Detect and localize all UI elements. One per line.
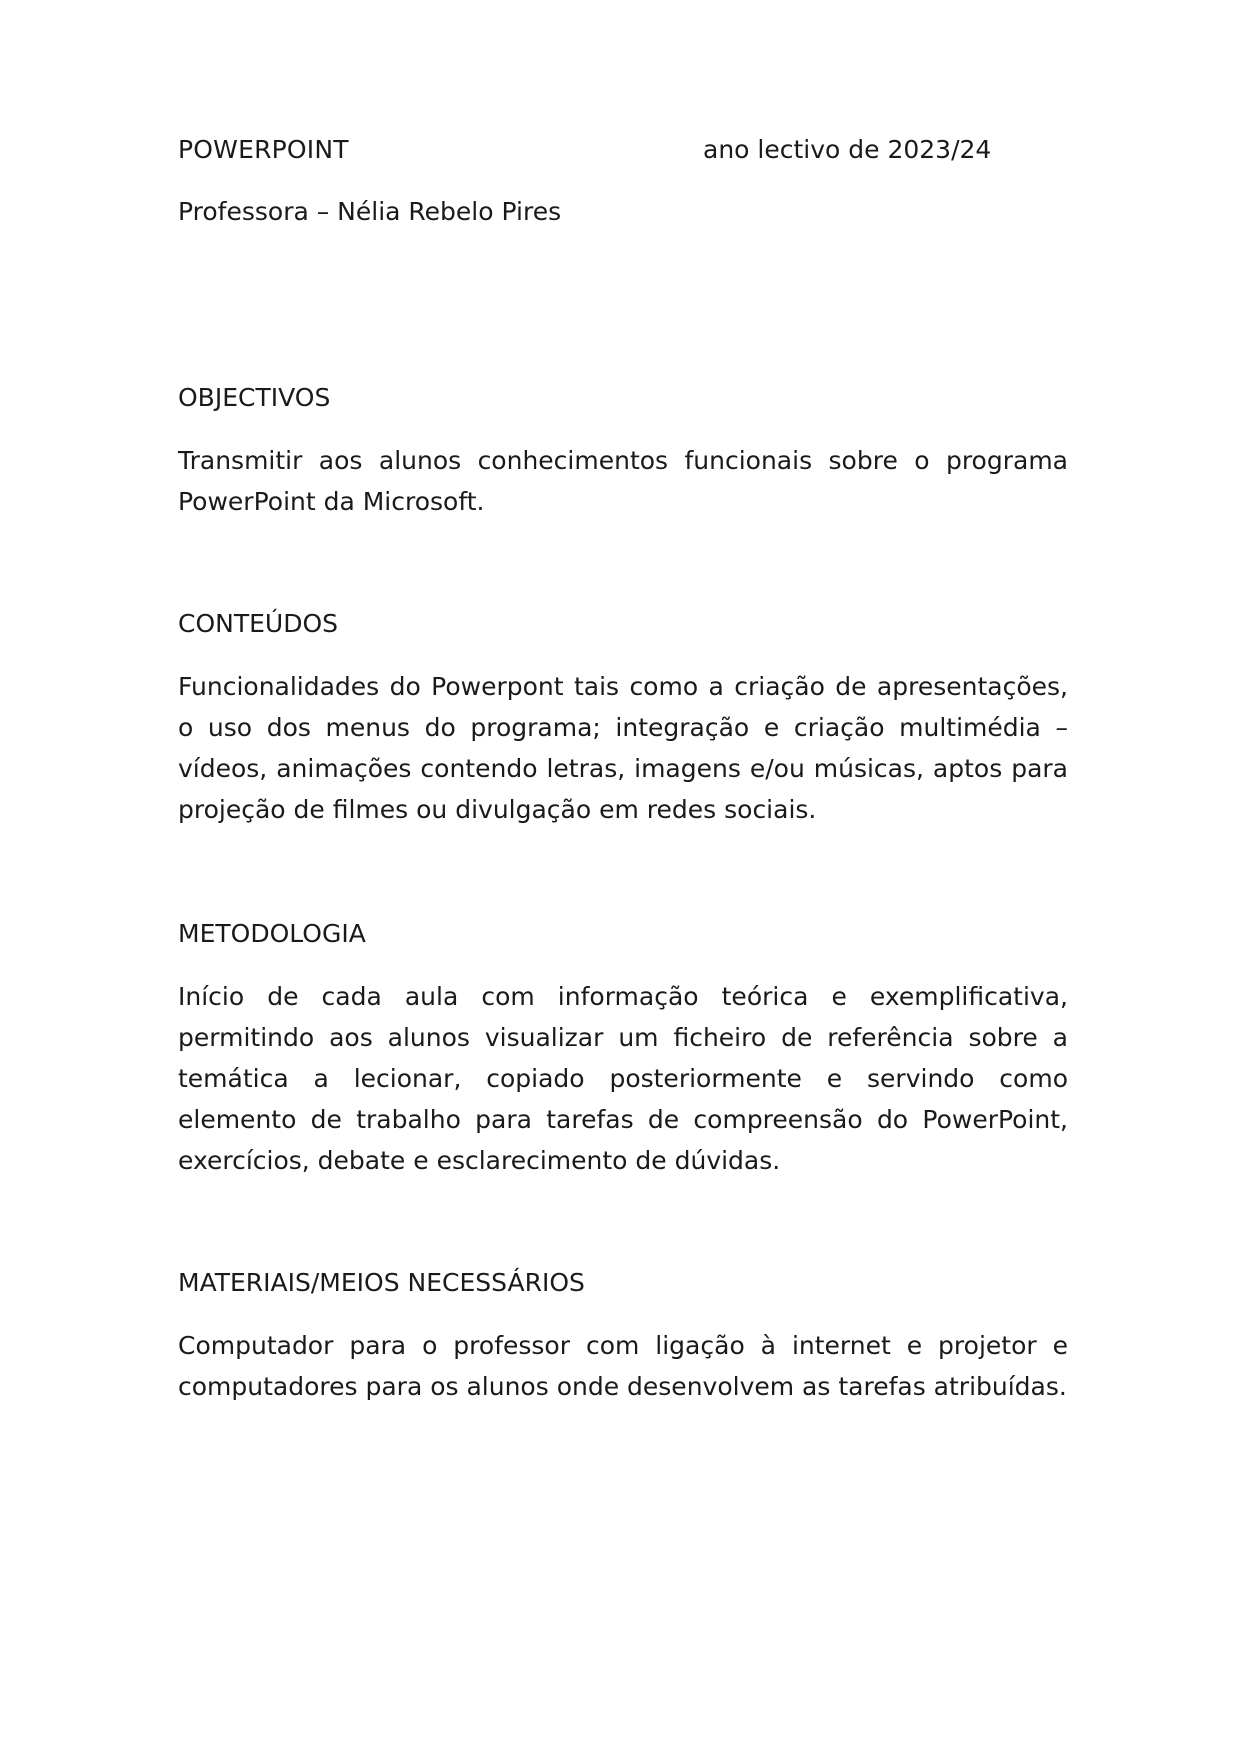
document-header [178, 130, 1068, 170]
section-body: Transmitir aos alunos conhecimentos funcionais sobre o programa PowerPoint da Microsoft. [178, 446, 1068, 516]
section-heading: METODOLOGIA [178, 919, 366, 948]
section-body: Início de cada aula com informação teórica e exemplificativa, permitindo aos alunos visualizar um ficheiro de referência sobre a temática a lecionar, copiado posteriormente e servindo como elemento de trabalho para tarefas de compreensão do PowerPoint, exercícios, debate e esclarecimento de dúvidas. [178, 982, 1068, 1175]
section-heading: OBJECTIVOS [178, 383, 331, 412]
section-methodology [178, 914, 1068, 1181]
section-contents [178, 604, 1068, 830]
section-objectives [178, 378, 1068, 522]
teacher-name: Professora – Nélia Rebelo Pires [178, 197, 562, 226]
section-heading: CONTEÚDOS [178, 609, 338, 638]
section-body: Funcionalidades do Powerpont tais como a criação de apresentações, o uso dos menus do programa; integração e criação multimédia – vídeos, animações contendo letras, imagens e/ou músicas, aptos para projeção de filmes ou divulgação em redes sociais. [178, 672, 1068, 824]
section-body: Computador para o professor com ligação à internet e projetor e computadores para os alunos onde desenvolvem as tarefas atribuídas. [178, 1331, 1068, 1401]
section-heading: MATERIAIS/MEIOS NECESSÁRIOS [178, 1268, 585, 1297]
section-materials [178, 1263, 1068, 1407]
document-title: POWERPOINT [178, 135, 349, 164]
academic-year: ano lectivo de 2023/24 [703, 135, 992, 164]
